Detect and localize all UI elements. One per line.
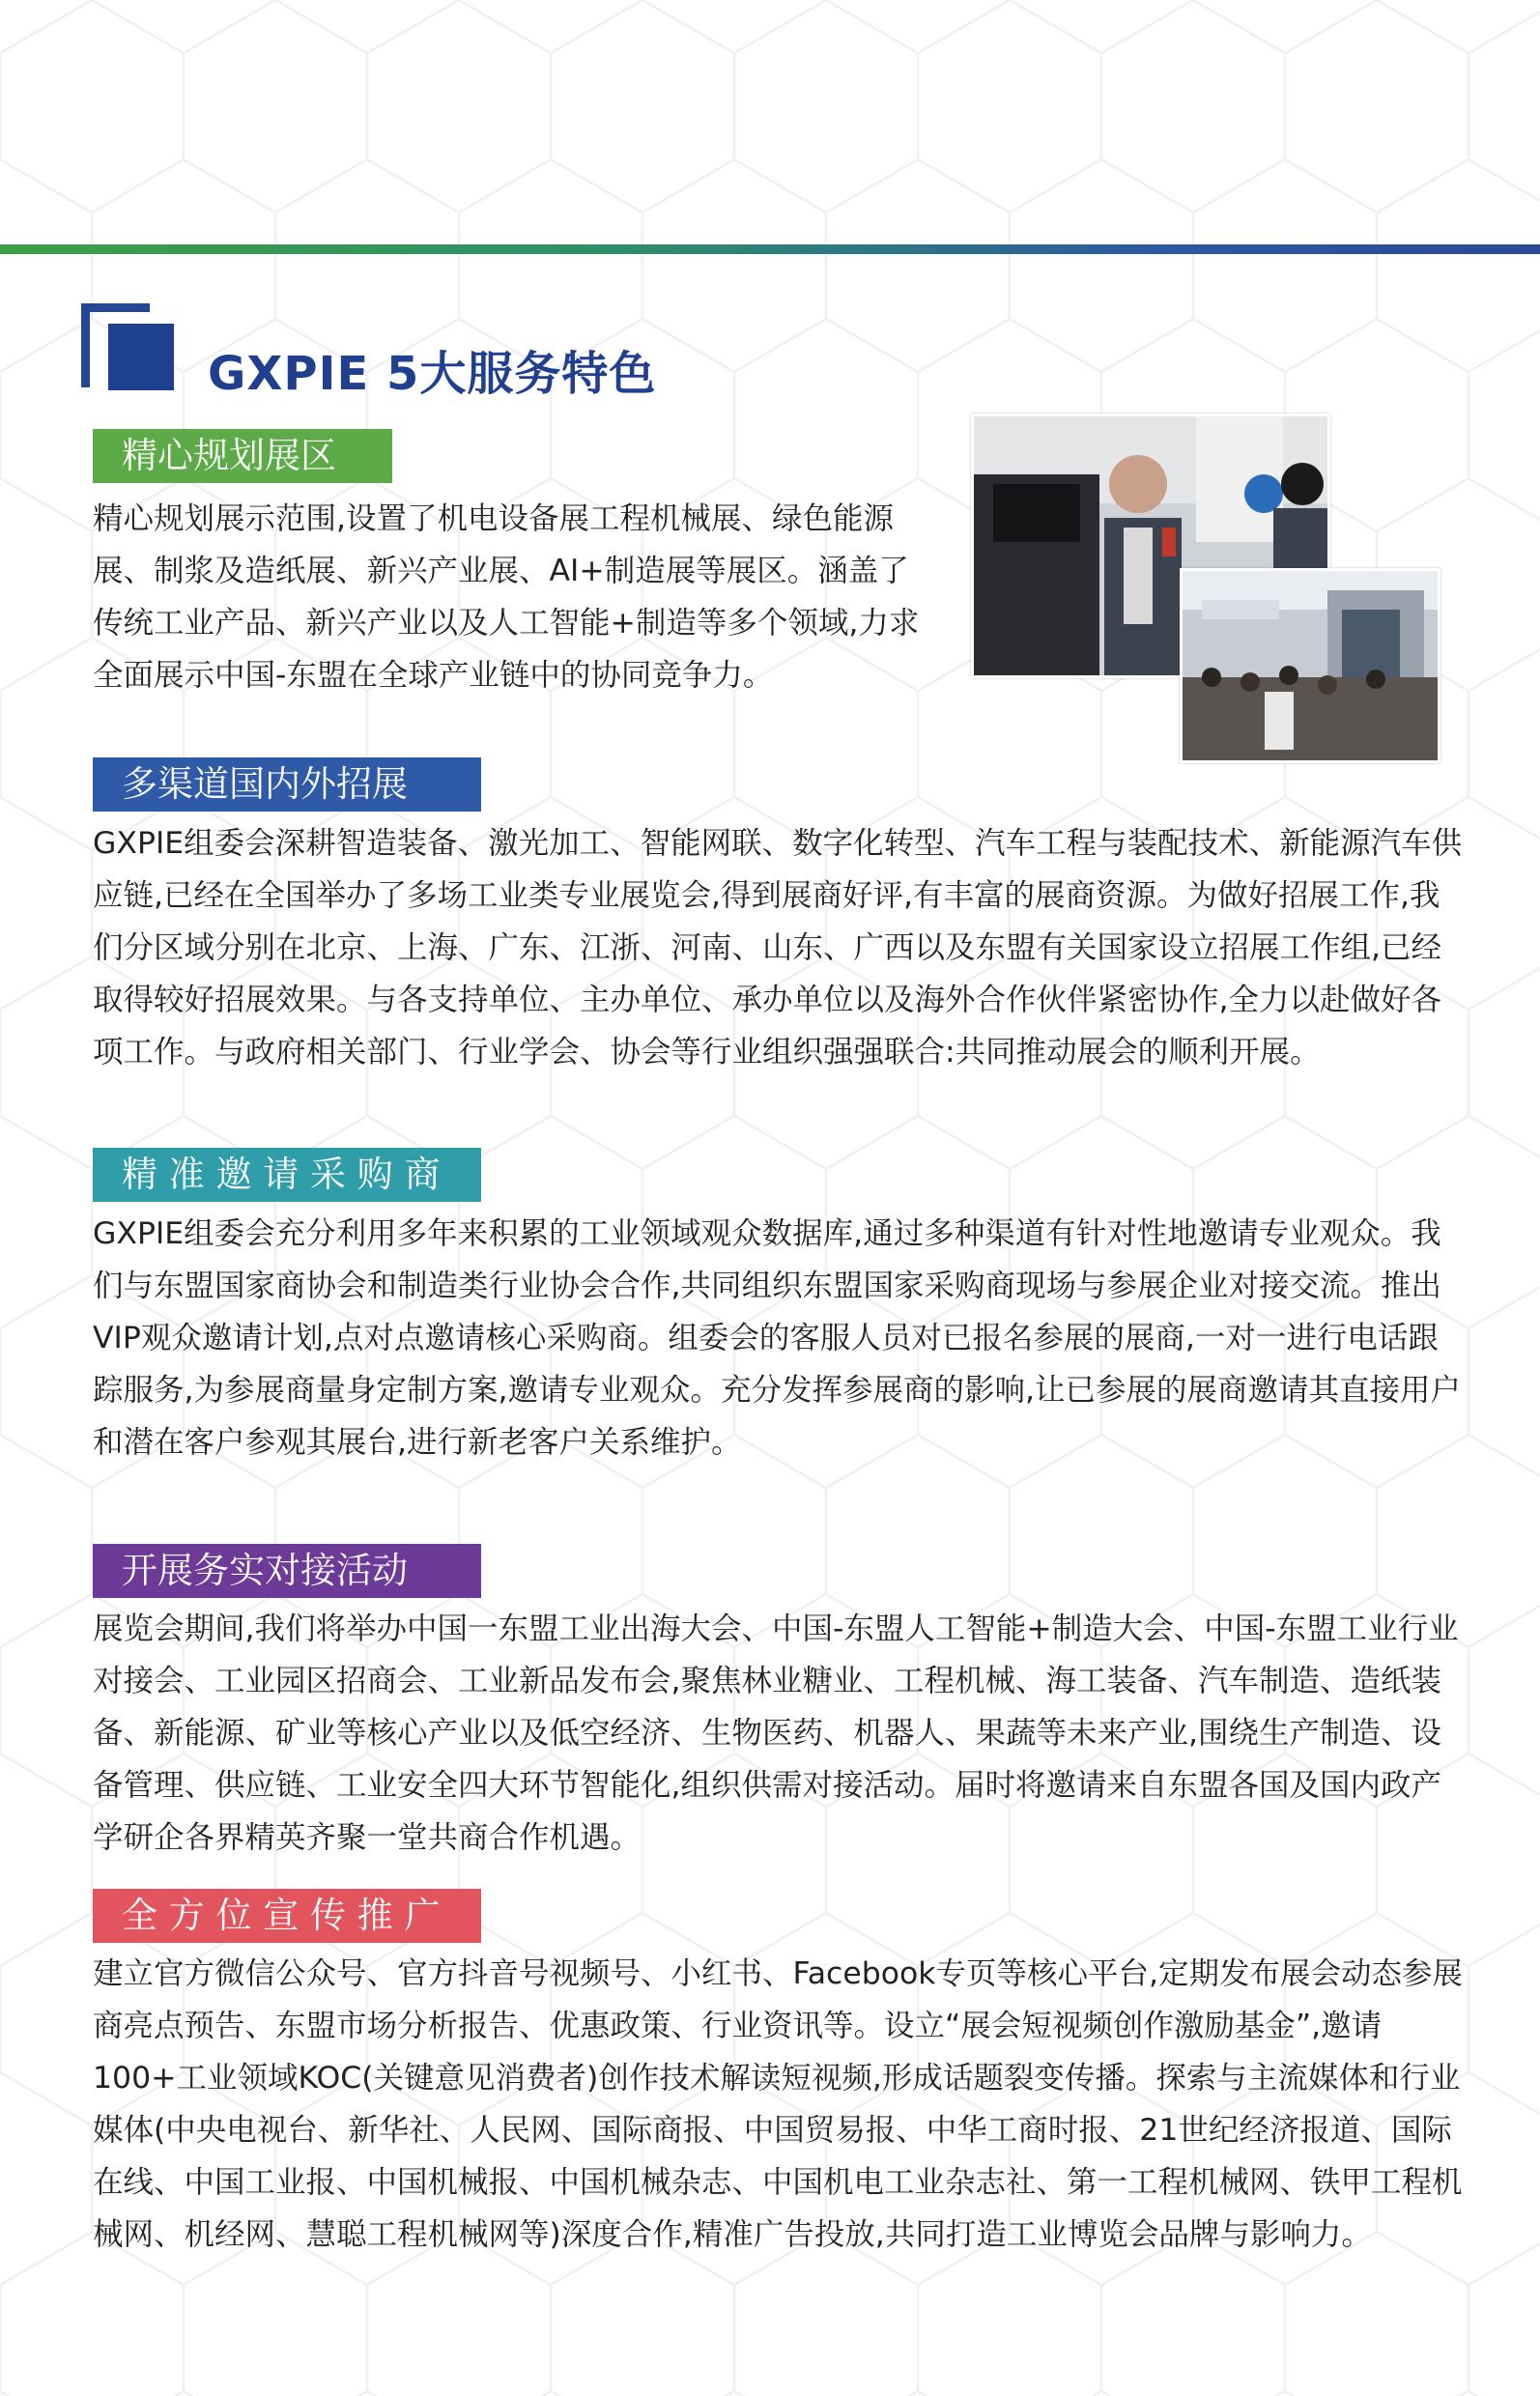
section-label-promotion: 全 方 位 宣 传 推 广	[93, 1889, 481, 1943]
page-title: GXPIE 5大服务特色	[208, 347, 657, 401]
exhibition-hall-photo	[1180, 568, 1440, 763]
title-square-icon	[81, 303, 187, 400]
section-text-buyer-invitation: GXPIE组委会充分利用多年来积累的工业领域观众数据库,通过多种渠道有针对性地邀请专业观众。我们与东盟国家商协会和制造类行业协会合作,共同组织东盟国家采购商现场与参展企业对接交流。推出VIP观众邀请计划,点对点邀请核心采购商。组委会的客服人员对已报名参展的展商,一对一进行电话跟踪服务,为参展商量身定制方案,邀请专业观众。充分发挥参展商的影响,让已参展的展商邀请其直接用户和潜在客户参观其展台,进行新老客户关系维护。	[93, 1216, 1462, 1460]
section-text-matchmaking-activities: 展览会期间,我们将举办中国一东盟工业出海大会、中国-东盟人工智能+制造大会、中国-东盟工业行业对接会、工业园区招商会、工业新品发布会,聚焦林业糖业、工程机械、海工装备、汽车制造、造纸装备、新能源、矿业等核心产业以及低空经济、生物医药、机器人、果蔬等未来产业,围绕生产制造、设备管理、供应链、工业安全四大环节智能化,组织供需对接活动。届时将邀请来自东盟各国及国内政产学研企各界精英齐聚一堂共商合作机遇。	[93, 1612, 1459, 1855]
section-label-exhibitor-recruitment: 多渠道国内外招展	[93, 757, 481, 812]
section-text-exhibitor-recruitment: GXPIE组委会深耕智造装备、激光加工、智能网联、数字化转型、汽车工程与装配技术、新能源汽车供应链,已经在全国举办了多场工业类专业展览会,得到展商好评,有丰富的展商资源。为做好招展工作,我们分区域分别在北京、上海、广东、江浙、河南、山东、广西以及东盟有关国家设立招展工作组,已经取得较好招展效果。与各支持单位、主办单位、承办单位以及海外合作伙伴紧密协作,全力以赴做好各项工作。与政府相关部门、行业学会、协会等行业组织强强联合:共同推动展会的顺利开展。	[93, 826, 1463, 1070]
header-gradient-rule	[0, 244, 1540, 254]
section-text-planned-exhibit-areas: 精心规划展示范围,设置了机电设备展工程机械展、绿色能源展、制浆及造纸展、新兴产业展、AI+制造展等展区。涵盖了传统工业产品、新兴产业以及人工智能+制造等多个领域,力求全面展示中国-东盟在全球产业链中的协同竞争力。	[93, 501, 920, 693]
section-label-planned-exhibit-areas: 精心规划展区	[93, 429, 392, 483]
section-text-promotion: 建立官方微信公众号、官方抖音号视频号、小红书、Facebook专页等核心平台,定期发布展会动态参展商亮点预告、东盟市场分析报告、优惠政策、行业资讯等。设立“展会短视频创作激励基金”,邀请 100+工业领域KOC(关键意见消费者)创作技术解读短视频,形成话题裂变传播。探索与主流媒体和行业媒体(中央电视台、新华社、人民网、国际商报、中国贸易报、中华工商时报、21世纪经济报道、国际在线、中国工业报、中国机械报、中国机械杂志、中国机电工业杂志社、第一工程机械网、铁甲工程机械网、机经网、慧聪工程机械网等)深度合作,精准广告投放,共同打造工业博览会品牌与影响力。	[93, 1956, 1464, 2252]
section-label-matchmaking-activities: 开展务实对接活动	[93, 1544, 481, 1598]
section-label-buyer-invitation: 精 准 邀 请 采 购 商	[93, 1148, 481, 1202]
